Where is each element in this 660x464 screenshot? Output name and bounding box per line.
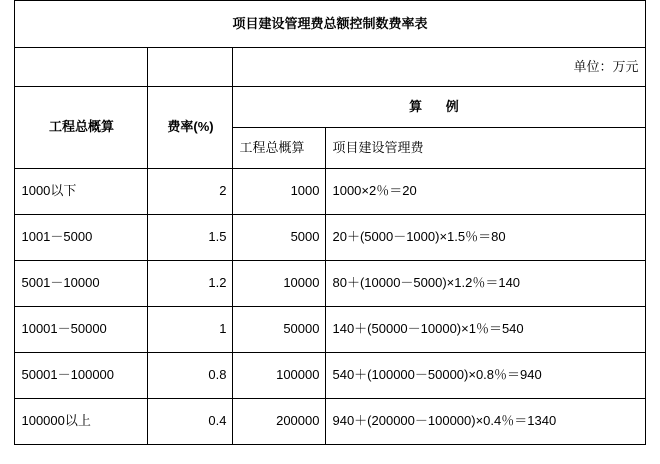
cell-range: 100000以上 <box>15 399 148 445</box>
table-row <box>15 169 645 215</box>
header-rate: 费率(%) <box>148 87 233 169</box>
cell-formula: 940＋(200000－100000)×0.4％＝1340 <box>326 399 645 445</box>
cell-rate: 1.2 <box>148 261 233 307</box>
cell-range: 5001－10000 <box>15 261 148 307</box>
header-example-budget: 工程总概算 <box>233 128 326 169</box>
cell-formula: 80＋(10000－5000)×1.2％＝140 <box>326 261 645 307</box>
cell-range: 1000以下 <box>15 169 148 215</box>
table-row <box>15 215 645 261</box>
unit-row-blank-1 <box>15 48 148 87</box>
header-total-budget: 工程总概算 <box>15 87 148 169</box>
cell-example-budget: 50000 <box>233 307 326 353</box>
header-row-1 <box>15 87 645 128</box>
cell-example-budget: 200000 <box>233 399 326 445</box>
cell-formula: 20＋(5000－1000)×1.5％＝80 <box>326 215 645 261</box>
unit-row-blank-2 <box>148 48 233 87</box>
cell-example-budget: 10000 <box>233 261 326 307</box>
table-title: 项目建设管理费总额控制数费率表 <box>15 1 645 48</box>
fee-rate-table <box>14 0 645 445</box>
table-row <box>15 399 645 445</box>
cell-formula: 140＋(50000－10000)×1％＝540 <box>326 307 645 353</box>
title-row <box>15 1 645 48</box>
header-example-group: 算 例 <box>233 87 645 128</box>
table-row <box>15 353 645 399</box>
table-row <box>15 261 645 307</box>
header-example-fee: 项目建设管理费 <box>326 128 645 169</box>
cell-example-budget: 1000 <box>233 169 326 215</box>
cell-formula: 1000×2％＝20 <box>326 169 645 215</box>
cell-example-budget: 5000 <box>233 215 326 261</box>
unit-note: 单位：万元 <box>233 48 645 87</box>
cell-rate: 0.8 <box>148 353 233 399</box>
table-row <box>15 307 645 353</box>
cell-rate: 1 <box>148 307 233 353</box>
cell-rate: 1.5 <box>148 215 233 261</box>
cell-range: 1001－5000 <box>15 215 148 261</box>
cell-rate: 2 <box>148 169 233 215</box>
unit-row <box>15 48 645 87</box>
cell-rate: 0.4 <box>148 399 233 445</box>
cell-formula: 540＋(100000－50000)×0.8％＝940 <box>326 353 645 399</box>
cell-range: 10001－50000 <box>15 307 148 353</box>
cell-example-budget: 100000 <box>233 353 326 399</box>
cell-range: 50001－100000 <box>15 353 148 399</box>
